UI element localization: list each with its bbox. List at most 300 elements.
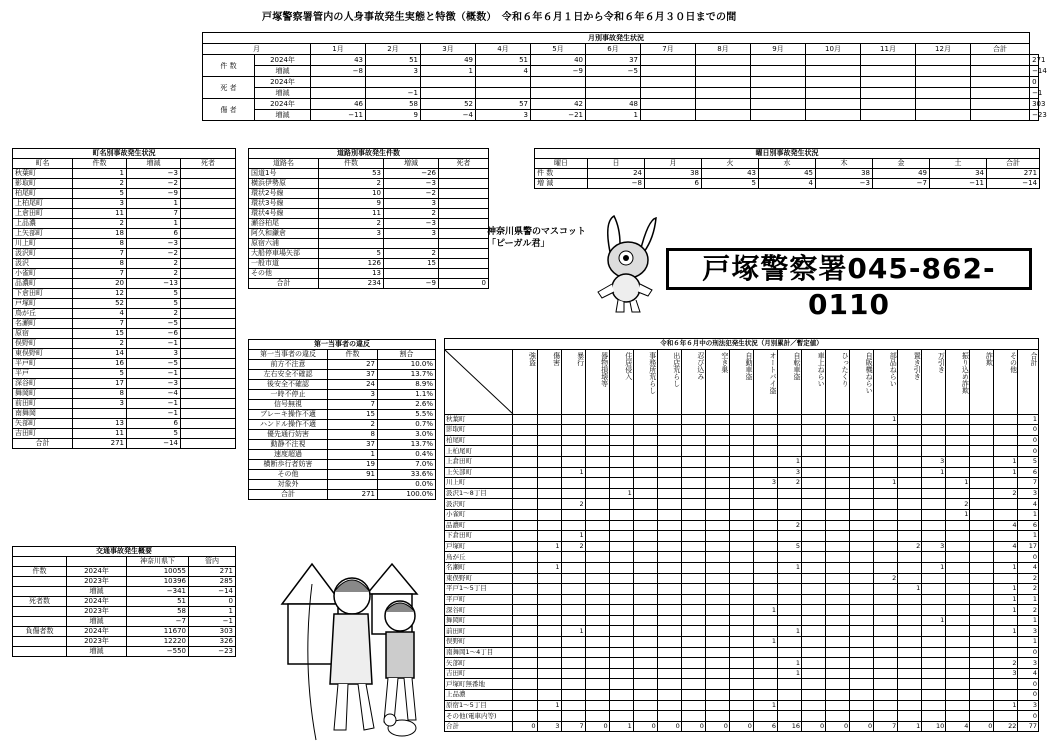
monthly-header-cell: 2月 — [366, 44, 421, 55]
monthly-value: 57 — [476, 99, 531, 110]
weekday-header-cell: 水 — [759, 159, 816, 169]
roads-header-cell: 増減 — [384, 159, 439, 169]
towns-cell: 上柏尾町 — [13, 199, 73, 209]
crime-row-total: 0 — [1018, 690, 1039, 701]
crime-cell — [729, 562, 753, 573]
crime-row-total: 0 — [1018, 446, 1039, 457]
crime-cell — [946, 584, 970, 595]
roads-cell: −3 — [384, 219, 439, 229]
monthly-value — [641, 66, 696, 77]
crime-cell — [826, 509, 850, 520]
crime-cell — [681, 711, 705, 722]
crime-town: 影取町 — [445, 425, 513, 436]
crime-cell — [681, 668, 705, 679]
roads-cell: 国道1号 — [249, 169, 319, 179]
crime-cell: 2 — [874, 573, 898, 584]
crime-cell — [609, 647, 633, 658]
crime-town: 東俣野町 — [445, 573, 513, 584]
crime-cell — [633, 573, 657, 584]
crime-cell — [513, 668, 537, 679]
violations-cell: 91 — [328, 470, 378, 480]
crime-row-total: 17 — [1018, 541, 1039, 552]
crime-total-cell: 0 — [802, 721, 826, 732]
roads-cell: 環状3号線 — [249, 199, 319, 209]
crime-column-header: 傷害 — [537, 349, 561, 414]
crime-cell — [922, 520, 946, 531]
crime-cell: 2 — [777, 478, 801, 489]
crime-cell — [609, 414, 633, 425]
monthly-header-cell: 10月 — [806, 44, 861, 55]
crime-cell — [513, 531, 537, 542]
crime-cell — [802, 478, 826, 489]
crime-cell — [705, 679, 729, 690]
crime-cell — [874, 615, 898, 626]
monthly-value: 37 — [586, 55, 641, 66]
towns-cell: 2 — [73, 339, 127, 349]
crime-cell — [826, 414, 850, 425]
monthly-value — [751, 66, 806, 77]
crime-town: 原宿1～5丁目 — [445, 700, 513, 711]
crime-cell — [946, 531, 970, 542]
towns-cell: −2 — [127, 249, 181, 259]
monthly-value — [311, 77, 366, 88]
town-table — [12, 148, 236, 449]
towns-cell — [181, 369, 236, 379]
towns-cell — [181, 299, 236, 309]
crime-cell — [777, 509, 801, 520]
overview-cell: −7 — [127, 617, 189, 627]
crime-row-total: 1 — [1018, 414, 1039, 425]
crime-cell — [585, 467, 609, 478]
crime-cell — [561, 435, 585, 446]
crime-cell — [850, 488, 874, 499]
crime-town: 深谷町 — [445, 605, 513, 616]
towns-cell: 戸塚町 — [13, 299, 73, 309]
crime-row-total: 1 — [1018, 531, 1039, 542]
towns-cell: 11 — [73, 209, 127, 219]
crime-total-cell: 0 — [633, 721, 657, 732]
monthly-value: 58 — [366, 99, 421, 110]
crime-cell — [657, 573, 681, 584]
crime-cell — [850, 425, 874, 436]
crime-cell — [826, 456, 850, 467]
crime-cell — [946, 711, 970, 722]
crime-cell — [633, 700, 657, 711]
weekday-cell: 5 — [702, 179, 759, 189]
crime-cell — [777, 425, 801, 436]
towns-cell: 品濃町 — [13, 279, 73, 289]
towns-cell — [181, 179, 236, 189]
towns-cell: 2 — [127, 309, 181, 319]
crime-cell — [729, 425, 753, 436]
towns-cell: 11 — [73, 429, 127, 439]
monthly-value: 4 — [476, 66, 531, 77]
weekday-cell: 6 — [645, 179, 702, 189]
crime-cell — [826, 562, 850, 573]
crime-cell — [777, 700, 801, 711]
towns-cell — [181, 309, 236, 319]
crime-cell — [513, 467, 537, 478]
crime-cell — [585, 488, 609, 499]
crime-cell — [657, 690, 681, 701]
violations-cell: 対象外 — [249, 480, 328, 490]
crime-cell — [777, 414, 801, 425]
monthly-value — [751, 99, 806, 110]
crime-cell — [609, 509, 633, 520]
towns-cell: 南舞岡 — [13, 409, 73, 419]
weekday-header-cell: 金 — [873, 159, 930, 169]
crime-cell — [898, 594, 922, 605]
crime-cell — [850, 552, 874, 563]
crime-cell — [802, 690, 826, 701]
crime-cell — [946, 562, 970, 573]
towns-total-cell: 合計 — [13, 439, 73, 449]
towns-cell: 8 — [73, 239, 127, 249]
towns-header-cell: 町名 — [13, 159, 73, 169]
crime-cell — [946, 637, 970, 648]
crime-cell — [729, 552, 753, 563]
crime-cell — [537, 573, 561, 584]
crime-cell — [609, 594, 633, 605]
violations-cell: 一時不停止 — [249, 390, 328, 400]
crime-cell — [777, 615, 801, 626]
crime-cell — [585, 425, 609, 436]
monthly-value — [861, 77, 916, 88]
crime-cell — [802, 605, 826, 616]
crime-cell — [705, 488, 729, 499]
towns-cell: 1 — [127, 219, 181, 229]
crime-cell — [657, 700, 681, 711]
roads-cell: 53 — [319, 169, 384, 179]
violations-cell: 2.6% — [378, 400, 436, 410]
crime-row-total: 3 — [1018, 488, 1039, 499]
crime-cell — [513, 488, 537, 499]
overview-cell: 303 — [189, 627, 236, 637]
crime-cell — [970, 647, 994, 658]
crime-cell: 1 — [753, 637, 777, 648]
crime-cell — [657, 531, 681, 542]
towns-cell: 6 — [127, 419, 181, 429]
crime-cell — [561, 446, 585, 457]
crime-cell — [657, 467, 681, 478]
monthly-header-cell: 月 — [203, 44, 311, 55]
crime-cell — [922, 414, 946, 425]
crime-cell — [537, 690, 561, 701]
towns-cell — [73, 409, 127, 419]
crime-cell — [898, 414, 922, 425]
crime-cell — [681, 425, 705, 436]
crime-cell — [946, 605, 970, 616]
crime-cell — [753, 499, 777, 510]
weekday-cell: 24 — [588, 169, 645, 179]
crime-cell — [874, 456, 898, 467]
crime-cell — [681, 690, 705, 701]
crime-cell: 2 — [946, 499, 970, 510]
roads-cell: 3 — [319, 229, 384, 239]
crime-cell — [681, 584, 705, 595]
crime-cell — [609, 679, 633, 690]
roads-total-cell: 0 — [439, 279, 489, 289]
crime-cell — [705, 594, 729, 605]
monthly-value — [751, 110, 806, 121]
crime-cell — [826, 594, 850, 605]
crime-cell — [753, 467, 777, 478]
crime-cell — [753, 425, 777, 436]
violations-cell: 優先通行妨害 — [249, 430, 328, 440]
towns-cell — [181, 279, 236, 289]
crime-row-total: 3 — [1018, 700, 1039, 711]
crime-cell — [946, 467, 970, 478]
crime-total-cell: 3 — [537, 721, 561, 732]
crime-row-total: 2 — [1018, 573, 1039, 584]
crime-row-total: 7 — [1018, 478, 1039, 489]
crime-cell — [729, 456, 753, 467]
crime-cell — [946, 488, 970, 499]
crime-cell — [922, 679, 946, 690]
towns-header-cell: 件数 — [73, 159, 127, 169]
towns-cell: 上品濃 — [13, 219, 73, 229]
crime-cell — [513, 700, 537, 711]
crime-town: 品濃町 — [445, 520, 513, 531]
crime-cell — [657, 668, 681, 679]
crime-cell — [513, 605, 537, 616]
crime-cell — [633, 605, 657, 616]
crime-column-header: 部品ねらい — [874, 349, 898, 414]
towns-cell: 2 — [73, 219, 127, 229]
crime-cell — [609, 573, 633, 584]
monthly-group-label: 傷 者 — [203, 99, 255, 121]
monthly-header-cell: 合計 — [971, 44, 1030, 55]
monthly-value: 40 — [531, 55, 586, 66]
towns-cell: 吉田町 — [13, 429, 73, 439]
violations-cell: 24 — [328, 380, 378, 390]
roads-cell — [439, 269, 489, 279]
crime-cell — [898, 425, 922, 436]
crime-cell — [609, 637, 633, 648]
violations-cell: 1.1% — [378, 390, 436, 400]
crime-cell — [922, 552, 946, 563]
crime-cell — [898, 615, 922, 626]
crime-town: 汲沢1～8丁目 — [445, 488, 513, 499]
crime-cell — [753, 509, 777, 520]
crime-cell — [922, 584, 946, 595]
monthly-value — [421, 77, 476, 88]
crime-column-header: 器物損壊等 — [585, 349, 609, 414]
crime-cell — [633, 711, 657, 722]
roads-cell — [439, 189, 489, 199]
crime-cell — [802, 509, 826, 520]
crime-town: 前田町 — [445, 626, 513, 637]
crime-cell — [850, 531, 874, 542]
crime-town: 汲沢町 — [445, 499, 513, 510]
crime-cell — [898, 626, 922, 637]
crime-cell — [657, 499, 681, 510]
overview-cell: 2023年 — [67, 607, 127, 617]
crime-cell — [609, 615, 633, 626]
violations-total-cell: 合計 — [249, 490, 328, 500]
crime-cell — [970, 637, 994, 648]
crime-cell — [729, 605, 753, 616]
crime-column-header: 合計 — [1018, 349, 1039, 414]
crime-cell — [681, 562, 705, 573]
crime-cell — [633, 414, 657, 425]
monthly-header-cell: 8月 — [696, 44, 751, 55]
crime-town: 柏尾町 — [445, 435, 513, 446]
crime-cell — [850, 594, 874, 605]
towns-cell — [181, 199, 236, 209]
monthly-value: 51 — [476, 55, 531, 66]
crime-cell — [657, 425, 681, 436]
crime-cell — [802, 711, 826, 722]
crime-cell — [633, 478, 657, 489]
weekday-cell: −3 — [816, 179, 873, 189]
towns-cell: 7 — [73, 319, 127, 329]
crime-cell: 1 — [874, 478, 898, 489]
towns-cell: −5 — [127, 359, 181, 369]
crime-cell — [705, 700, 729, 711]
monthly-value — [916, 110, 971, 121]
crime-cell — [922, 605, 946, 616]
monthly-group-label: 件 数 — [203, 55, 255, 77]
crime-cell: 1 — [994, 584, 1018, 595]
crime-cell — [753, 552, 777, 563]
crime-cell — [561, 605, 585, 616]
towns-cell: 15 — [73, 329, 127, 339]
crime-cell — [753, 414, 777, 425]
weekday-header-cell: 火 — [702, 159, 759, 169]
monthly-value — [861, 66, 916, 77]
crime-cell: 1 — [946, 478, 970, 489]
towns-cell: 2 — [127, 269, 181, 279]
crime-cell — [826, 499, 850, 510]
crime-cell — [537, 637, 561, 648]
roads-caption: 道路別事故発生件数 — [249, 149, 489, 159]
roads-cell: 11 — [319, 209, 384, 219]
crime-cell — [705, 531, 729, 542]
violations-cell: 10.0% — [378, 360, 436, 370]
towns-cell: 2 — [127, 259, 181, 269]
crime-cell — [633, 531, 657, 542]
crime-cell — [946, 679, 970, 690]
crime-cell — [826, 488, 850, 499]
crime-town: 上倉田町 — [445, 456, 513, 467]
towns-cell: −1 — [127, 409, 181, 419]
crime-total-cell: 22 — [994, 721, 1018, 732]
violations-cell: 2 — [328, 420, 378, 430]
crime-cell: 1 — [537, 700, 561, 711]
crime-column-header: 詐欺 — [970, 349, 994, 414]
monthly-value — [696, 99, 751, 110]
crime-town: 南舞岡1～4丁目 — [445, 647, 513, 658]
crime-cell — [633, 658, 657, 669]
crime-cell — [729, 711, 753, 722]
crime-cell: 1 — [753, 700, 777, 711]
crime-column-header: 自転車盗 — [777, 349, 801, 414]
crime-cell — [657, 552, 681, 563]
monthly-value — [586, 77, 641, 88]
crime-total-cell: 0 — [970, 721, 994, 732]
crime-total-label: 合計 — [445, 721, 513, 732]
overview-cell: −341 — [127, 587, 189, 597]
crime-cell — [537, 456, 561, 467]
crime-cell — [994, 573, 1018, 584]
roads-cell: 9 — [319, 199, 384, 209]
monthly-total: 0 — [1030, 77, 1039, 88]
crime-cell — [729, 584, 753, 595]
crime-cell — [681, 456, 705, 467]
violations-cell: 37 — [328, 370, 378, 380]
crime-cell: 2 — [994, 658, 1018, 669]
crime-cell — [609, 552, 633, 563]
crime-cell — [970, 552, 994, 563]
towns-cell: 秋葉町 — [13, 169, 73, 179]
crime-cell — [850, 499, 874, 510]
crime-cell — [585, 509, 609, 520]
weekday-cell: 4 — [759, 179, 816, 189]
crime-cell — [705, 615, 729, 626]
crime-cell — [537, 594, 561, 605]
crime-row-total: 1 — [1018, 594, 1039, 605]
crime-cell — [994, 615, 1018, 626]
roads-cell — [384, 269, 439, 279]
weekday-cell: 49 — [873, 169, 930, 179]
crime-cell — [922, 700, 946, 711]
crime-cell — [585, 414, 609, 425]
monthly-header-cell: 4月 — [476, 44, 531, 55]
crime-cell — [802, 414, 826, 425]
crime-cell — [922, 488, 946, 499]
crime-cell — [753, 690, 777, 701]
crime-cell — [826, 520, 850, 531]
crime-cell — [946, 520, 970, 531]
towns-cell: −13 — [127, 279, 181, 289]
violations-header-cell: 第一当事者の違反 — [249, 350, 328, 360]
crime-cell — [753, 668, 777, 679]
crime-cell — [777, 594, 801, 605]
crime-row-total: 1 — [1018, 615, 1039, 626]
overview-cell: 2024年 — [67, 567, 127, 577]
crime-cell — [922, 509, 946, 520]
crime-cell — [850, 435, 874, 446]
crime-cell — [657, 637, 681, 648]
monthly-row-label: 2024年 — [255, 55, 311, 66]
crime-row-total: 0 — [1018, 679, 1039, 690]
crime-cell — [802, 435, 826, 446]
monthly-value — [806, 66, 861, 77]
roads-total-cell: 合計 — [249, 279, 319, 289]
crime-cell — [681, 573, 705, 584]
crime-row-total: 4 — [1018, 668, 1039, 679]
monthly-value: 43 — [311, 55, 366, 66]
monthly-value — [641, 110, 696, 121]
crime-cell — [874, 647, 898, 658]
crime-cell — [826, 700, 850, 711]
crime-cell: 1 — [561, 531, 585, 542]
crime-cell — [561, 615, 585, 626]
crime-cell — [777, 690, 801, 701]
roads-cell — [439, 179, 489, 189]
crime-cell — [729, 541, 753, 552]
crime-column-header: 事務所荒らし — [633, 349, 657, 414]
crime-cell — [874, 499, 898, 510]
crime-cell — [970, 573, 994, 584]
crime-cell — [609, 456, 633, 467]
roads-cell: 2 — [384, 209, 439, 219]
crime-cell — [753, 562, 777, 573]
crime-cell — [753, 520, 777, 531]
crime-column-header: 自販機ねらい — [850, 349, 874, 414]
towns-cell — [181, 429, 236, 439]
